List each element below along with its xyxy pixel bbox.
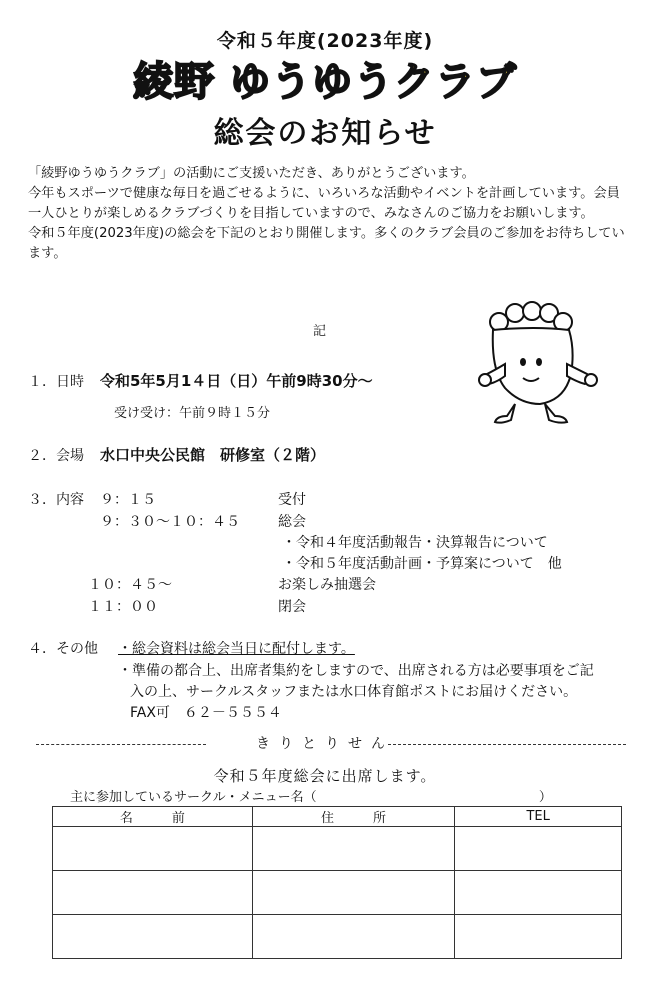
name-cell[interactable] xyxy=(53,827,253,871)
datetime-label: １．日時 xyxy=(28,374,84,390)
circle-name-close: ） xyxy=(538,790,552,805)
column-header-name: 名 前 xyxy=(53,807,253,827)
venue-label: ２．会場 xyxy=(28,448,84,464)
schedule-event: 総会 xyxy=(278,514,306,530)
schedule-event: ・令和４年度活動報告・決算報告について xyxy=(282,535,548,551)
table-header-row xyxy=(53,807,622,827)
intro-text xyxy=(28,164,628,264)
address-cell[interactable] xyxy=(252,827,455,871)
name-cell[interactable] xyxy=(53,915,253,959)
intro-paragraph: 今年もスポーツで健康な毎日を過ごせるように、いろいろな活動やイベントを計画しています。会員一人ひとりが楽しめるクラブづくりを目指していますので、みなさんのご協力をお願いします。 xyxy=(28,186,620,221)
intro-paragraph: 令和５年度(2023年度)の総会を下記のとおり開催します。多くのクラブ会員のご参加をお待ちしています。 xyxy=(28,226,625,261)
schedule-event: お楽しみ抽選会 xyxy=(278,577,376,593)
attendee-form-table xyxy=(52,806,622,959)
schedule-time: ９：３０～１０：４５ xyxy=(100,514,240,530)
other-label: ４．その他 xyxy=(28,641,98,657)
venue-value: 水口中央公民館 研修室（２階） xyxy=(100,446,326,464)
tel-cell[interactable] xyxy=(455,827,622,871)
table-row xyxy=(53,871,622,915)
schedule-time: ９：１５ xyxy=(100,492,156,508)
attendance-statement: 令和５年度総会に出席します。 xyxy=(213,767,437,785)
table-row xyxy=(53,915,622,959)
address-cell[interactable] xyxy=(252,915,455,959)
year-line: 令和５年度(2023年度) xyxy=(216,30,434,52)
column-header-tel: TEL xyxy=(455,807,622,827)
note-materials: ・総会資料は総会当日に配付します。 xyxy=(118,641,355,657)
tel-cell[interactable] xyxy=(455,871,622,915)
foot-mascot-icon xyxy=(475,300,605,430)
schedule-event: 閉会 xyxy=(278,599,306,615)
note-attendance-line1: ・準備の都合上、出席者集約をしますので、出席される方は必要事項をご記 xyxy=(118,663,594,679)
datetime-value: 令和5年5月1４日（日）午前9時30分～ xyxy=(100,372,373,390)
circle-name-label: 主に参加しているサークル・メニュー名（ xyxy=(70,790,317,805)
schedule-event: ・令和５年度活動計画・予算案について 他 xyxy=(282,556,562,572)
reception-time: 受け受け：午前９時１５分 xyxy=(114,406,271,421)
table-row xyxy=(53,827,622,871)
club-name-logo: 綾野 ゆうゆうクラブ xyxy=(133,59,517,105)
circle-name-field[interactable] xyxy=(70,786,552,805)
address-cell[interactable] xyxy=(252,871,455,915)
tel-cell[interactable] xyxy=(455,915,622,959)
note-attendance-line2: 入の上、サークルスタッフまたは水口体育館ポストにお届けください。 xyxy=(130,684,578,700)
fax-number: FAX可 ６２－５５５４ xyxy=(130,705,282,721)
intro-paragraph: 「綾野ゆうゆうクラブ」の活動にご支援いただき、ありがとうございます。 xyxy=(28,166,475,181)
schedule-time: １０：４５～ xyxy=(88,577,172,593)
notice-title: 総会のお知らせ xyxy=(213,116,437,151)
cut-line-label: きりとりせん xyxy=(256,736,394,752)
name-cell[interactable] xyxy=(53,871,253,915)
schedule-time: １１：００ xyxy=(88,599,158,615)
column-header-address: 住 所 xyxy=(252,807,455,827)
ki-mark: 記 xyxy=(313,324,327,339)
content-label: ３．内容 xyxy=(28,492,84,508)
schedule-event: 受付 xyxy=(278,492,306,508)
